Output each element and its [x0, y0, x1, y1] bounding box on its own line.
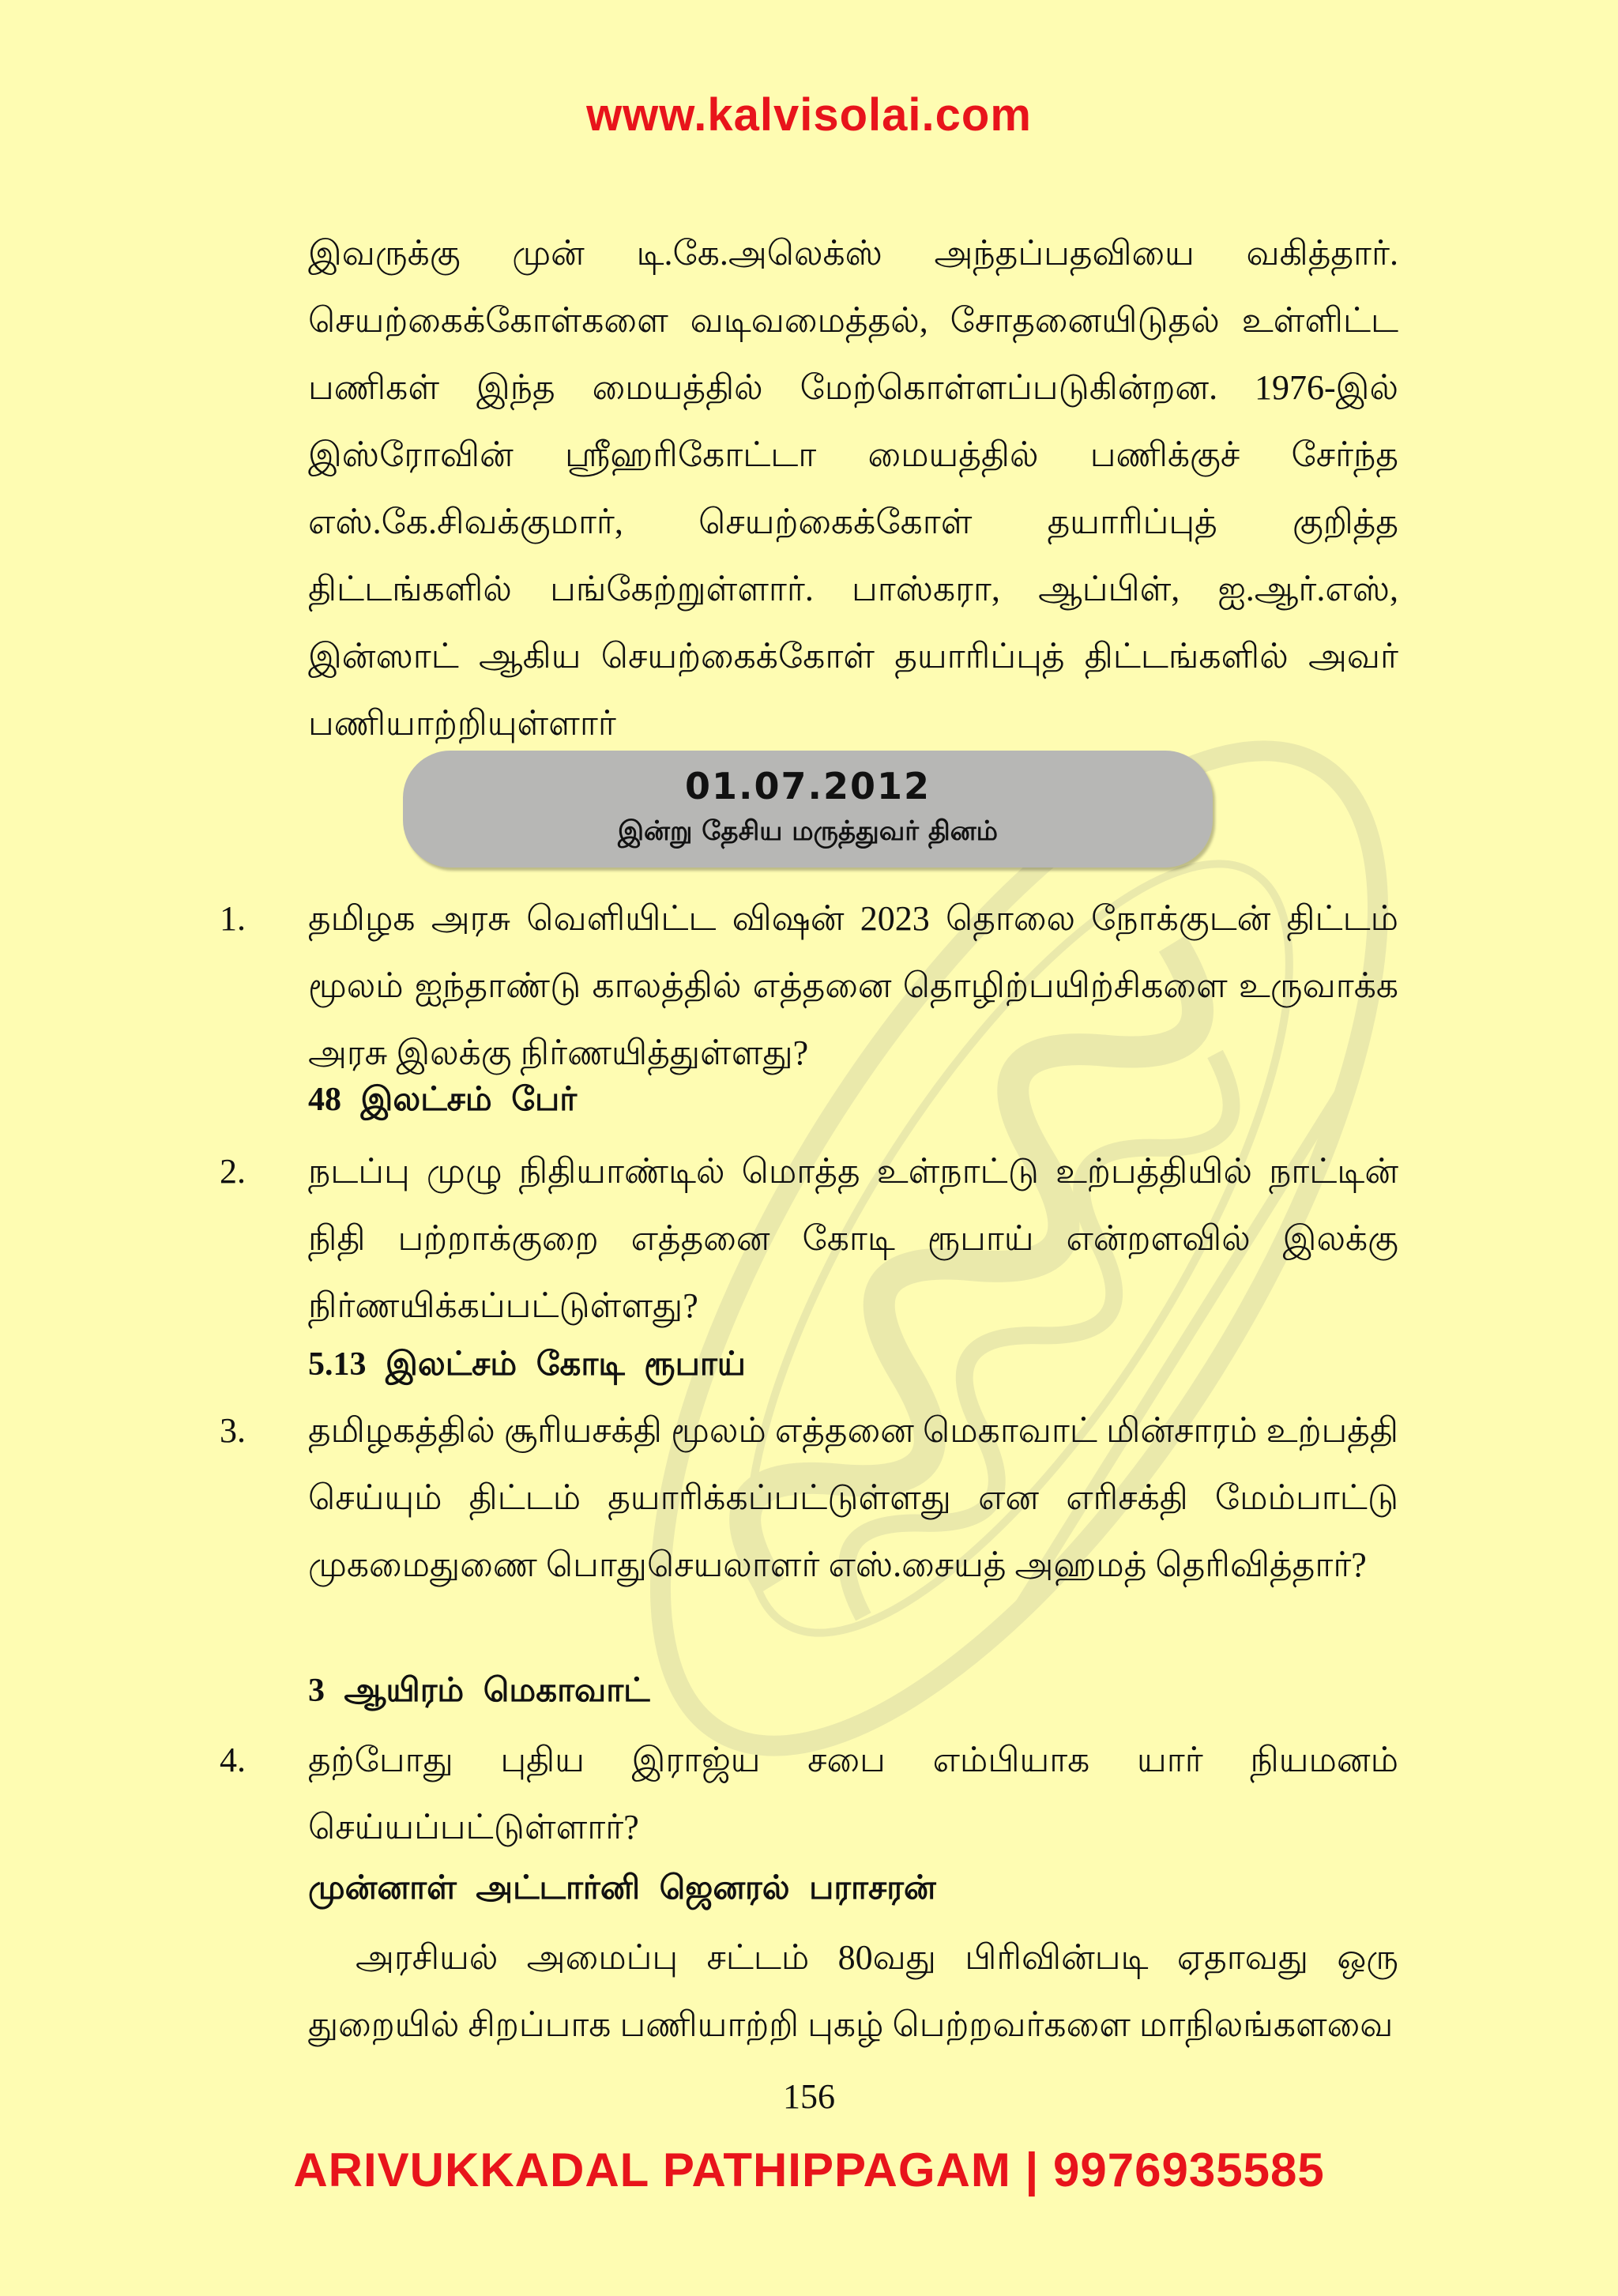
question-number: 1. [220, 899, 246, 938]
question-text: தமிழகத்தில் சூரியசக்தி மூலம் எத்தனை மெகாவாட் மின்சாரம் உற்பத்தி செய்யும் திட்டம் தயாரிக்கப்பட்டுள்ளது என எரிசக்தி மேம்பாட்டு முகமைதுணை பொதுசெயலாளர் எஸ்.சையத் அஹமத் தெரிவித்தார்? [308, 1411, 1398, 1584]
answer-text: 5.13 இலட்சம் கோடி ரூபாய் [308, 1346, 746, 1383]
answer-text: 48 இலட்சம் பேர் [308, 1082, 578, 1118]
banner-title: இன்று தேசிய மருத்துவர் தினம் [617, 815, 999, 847]
question-number: 4. [220, 1741, 246, 1779]
date-banner [403, 751, 1213, 868]
closing-paragraph: அரசியல் அமைப்பு சட்டம் 80வது பிரிவின்படி ஏதாவது ஒரு துறையில் சிறப்பாக பணியாற்றி புகழ் பெற்றவர்களை மாநிலங்களவை [308, 1938, 1398, 2044]
question-text: தற்போது புதிய இராஜ்ய சபை எம்பியாக யார் நியமனம் செய்யப்பட்டுள்ளார்? [308, 1741, 1398, 1846]
question-text: நடப்பு முழு நிதியாண்டில் மொத்த உள்நாட்டு உற்பத்தியில் நாட்டின் நிதி பற்றாக்குறை எத்தனை கோடி ரூபாய் என்றளவில் இலக்கு நிர்ணயிக்கப்பட்டுள்ளது? [308, 1152, 1398, 1325]
page-number: 156 [783, 2077, 835, 2116]
question-number: 2. [220, 1152, 246, 1191]
banner-date: 01.07.2012 [684, 765, 931, 807]
answer-text: 3 ஆயிரம் மெகாவாட் [308, 1673, 650, 1709]
publisher-footer: ARIVUKKADAL PATHIPPAGAM | 9976935585 [293, 2144, 1325, 2196]
site-url[interactable]: www.kalvisolai.com [586, 89, 1032, 141]
intro-paragraph: இவருக்கு முன் டி.கே.அலெக்ஸ் அந்தப்பதவியை வகித்தார். செயற்கைக்கோள்களை வடிவமைத்தல், சோதனையிடுதல் உள்ளிட்ட பணிகள் இந்த மையத்தில் மேற்கொள்ளப்படுகின்றன. 1976-இல் இஸ்ரோவின் ஸ்ரீஹரிகோட்டா மையத்தில் பணிக்குச் சேர்ந்த எஸ்.கே.சிவக்குமார், செயற்கைக்கோள் தயாரிப்புத் குறித்த திட்டங்களில் பங்கேற்றுள்ளார். பாஸ்கரா, ஆப்பிள், ஐ.ஆர்.எஸ், இன்ஸாட் ஆகிய செயற்கைக்கோள் தயாரிப்புத் திட்டங்களில் அவர் பணியாற்றியுள்ளார் [308, 234, 1398, 743]
question-number: 3. [220, 1411, 246, 1450]
answer-text: முன்னாள் அட்டார்னி ஜெனரல் பராசரன் [308, 1870, 936, 1906]
question-text: தமிழக அரசு வெளியிட்ட விஷன் 2023 தொலை நோக்குடன் திட்டம் மூலம் ஐந்தாண்டு காலத்தில் எத்தனை தொழிற்பயிற்சிகளை உருவாக்க அரசு இலக்கு நிர்ணயித்துள்ளது? [308, 899, 1398, 1072]
